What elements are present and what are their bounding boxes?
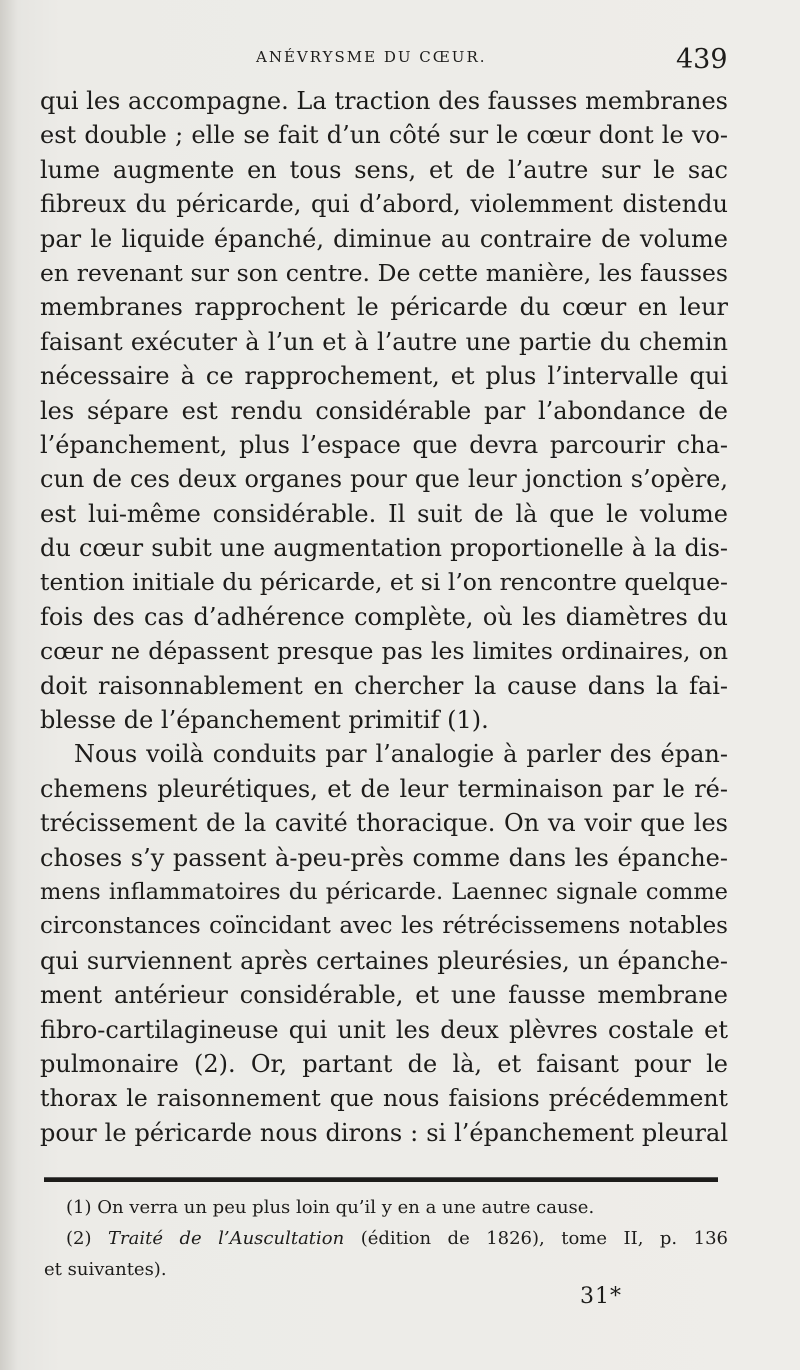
text-line: qui surviennent après certaines pleurésies, un épanche- [40,946,728,975]
text-line: faisant exécuter à l’un et à l’autre une partie du chemin [40,327,728,356]
footnote-2 [44,1223,728,1254]
text-line: en revenant sur son centre. De cette manière, les fausses [40,258,728,287]
text-line: lume augmente en tous sens, et de l’autre sur le sac [40,155,728,184]
text-line: du cœur subit une augmentation proportionelle à la dis- [40,534,728,563]
text-line: pulmonaire (2). Or, partant de là, et faisant pour le [40,1049,728,1078]
text-line: est lui-même considérable. Il suit de là que le volume [40,499,728,528]
signature-mark: 31* [580,1284,622,1309]
footnote-2-continuation: et suivantes). [44,1259,167,1280]
page-number: 439 [676,44,728,75]
text-line: circonstances coïncidant avec les rétrécissemens notables [40,913,728,940]
text-line: les sépare est rendu considérable par l’abondance de [40,396,728,425]
text-line: choses s’y passent à-peu-près comme dans les épanche- [40,843,728,872]
text-line: nécessaire à ce rapprochement, et plus l’intervalle qui [40,362,728,391]
text-line: ment antérieur considérable, et une fausse membrane [40,981,728,1010]
text-line: est double ; elle se fait d’un côté sur le cœur dont le vo- [40,121,728,150]
text-line: par le liquide épanché, diminue au contraire de volume [40,224,728,253]
text-line: doit raisonnablement en chercher la cause dans la fai- [40,671,728,700]
text-line: cœur ne dépassent presque pas les limites ordinaires, on [40,637,728,666]
text-line: fibro-cartilagineuse qui unit les deux plèvres costale et [40,1015,728,1044]
running-head [0,44,800,84]
running-title: ANÉVRYSME DU CŒUR. [256,48,487,66]
text-line: chemens pleurétiques, et de leur terminaison par le ré- [40,774,728,803]
footnote-2-detail: (édition de 1826), tome II, p. 136 [360,1228,728,1249]
footnote-rule [44,1177,718,1182]
text-line: mens inflammatoires du péricarde. Laennec signale comme [40,878,728,905]
text-line: fibreux du péricarde, qui d’abord, violemment distendu [40,190,728,219]
text-line: thorax le raisonnement que nous faisions précédemment [40,1084,728,1113]
text-line: l’épanchement, plus l’espace que devra parcourir cha- [40,430,728,459]
text-line: pour le péricarde nous dirons : si l’épanchement pleural [40,1118,728,1147]
footnote-2-marker: (2) [66,1228,92,1249]
text-line: fois des cas d’adhérence complète, où les diamètres du [40,602,728,631]
footnote-1: (1) On verra un peu plus loin qu’il y en a une autre cause. [66,1197,595,1218]
text-line: qui les accompagne. La traction des fausses membranes [40,87,728,115]
footnotes [44,1192,728,1285]
footnote-2-title: Traité de l’Auscultation [107,1228,345,1249]
text-line: trécissement de la cavité thoracique. On va voir que les [40,809,728,838]
text-line: membranes rapprochent le péricarde du cœur en leur [40,293,728,322]
body-text [40,84,728,1150]
text-line-paragraph-start: Nous voilà conduits par l’analogie à parler des épan- [74,740,728,769]
text-line-paragraph-end: blesse de l’épanchement primitif (1). [40,706,489,735]
text-line: cun de ces deux organes pour que leur jonction s’opère, [40,465,728,494]
text-line: tention initiale du péricarde, et si l’on rencontre quelque- [40,568,728,597]
